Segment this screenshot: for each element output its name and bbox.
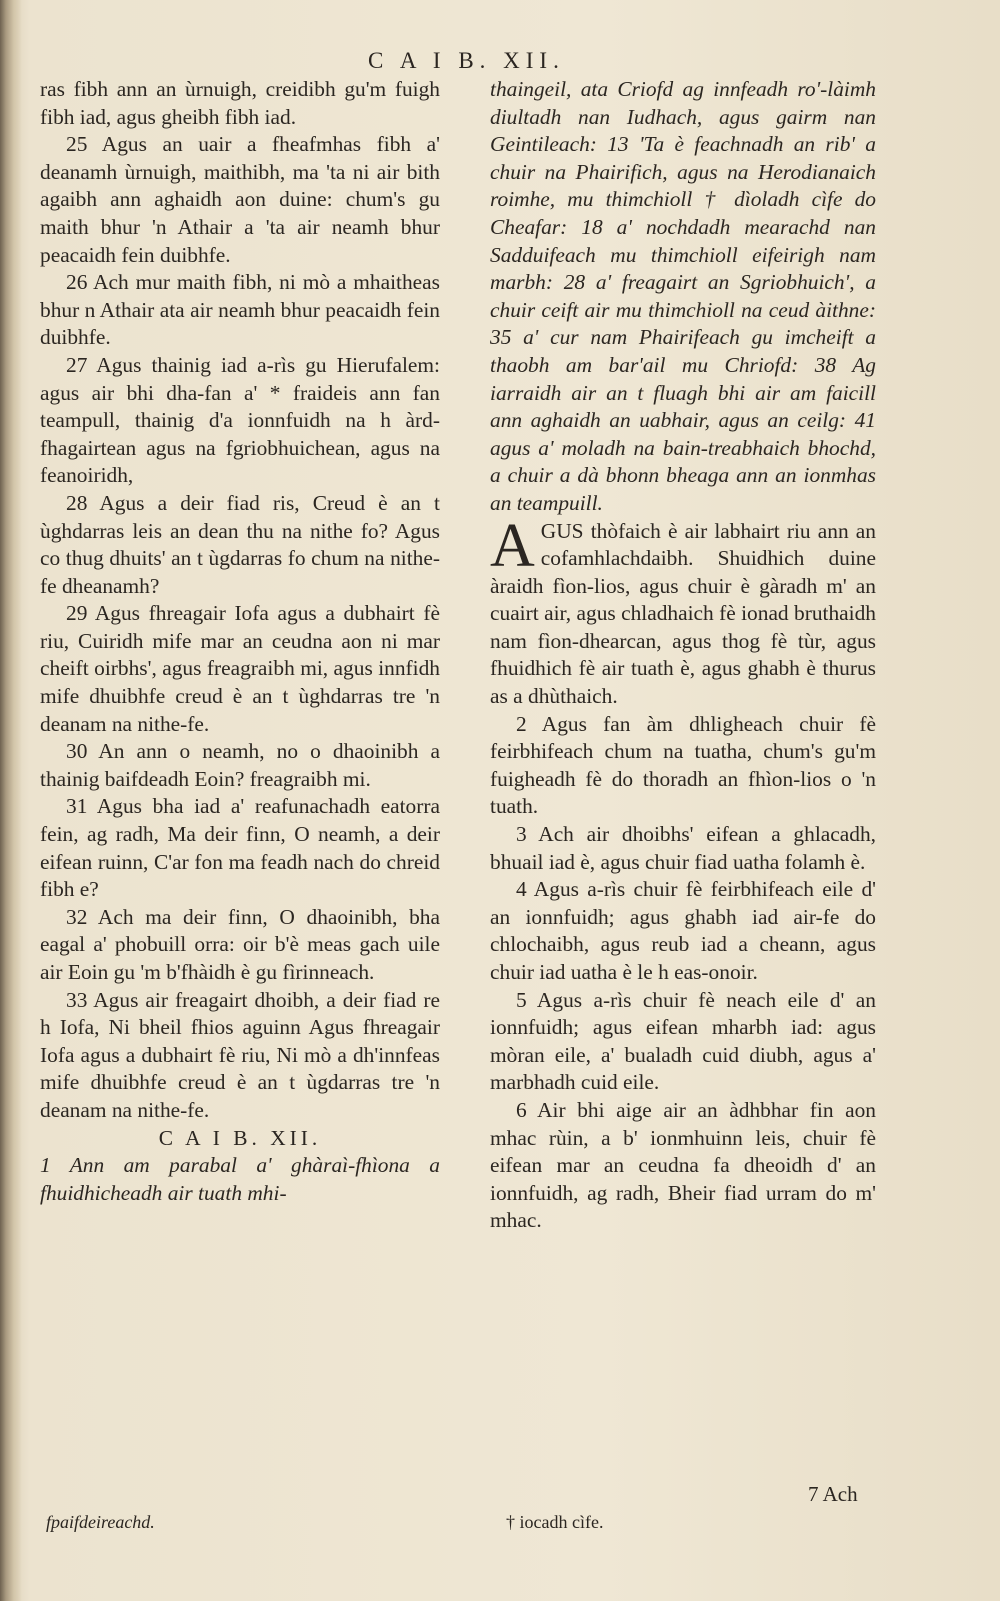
verse-paragraph: 5 Agus a-rìs chuir fè neach eile d' an ionnfuidh; agus eifean mharbh iad: agus mòran eile, a' bualadh cuid diubh, agus a' marbhadh cuid eile. [490, 987, 876, 1095]
verse-paragraph: 31 Agus bha iad a' reafunachadh eatorra fein, ag radh, Ma deir finn, O neamh, a deir eifean ruinn, C'ar fon ma feadh nach do chreid fibh e? [40, 794, 440, 902]
footnote-left: fpaifdeireachd. [46, 1512, 155, 1532]
verse-paragraph: 30 An ann o neamh, no o dhaoinibh a thainig baifdeadh Eoin? freagraibh mi. [40, 739, 440, 791]
verse-paragraph: 28 Agus a deir fiad ris, Creud è an t ùghdarras leis an dean thu na nithe fo? Agus co thug dhuits' an t ùgdarras fo chum na nithe-fe dheanamh? [40, 490, 440, 598]
verse-paragraph: 3 Ach air dhoibhs' eifean a ghlacadh, bhuail iad è, agus chuir fiad uatha folamh è. [490, 822, 876, 874]
chapter-summary-start: 1 Ann am parabal a' ghàraì-fhìona a fhuidhicheadh air tuath mhi- [40, 1153, 440, 1205]
verse-paragraph: 4 Agus a-rìs chuir fè feirbhifeach eile d' an ionnfuidh; agus ghabh iad air-fe do chlochaibh, agus reub iad a cheann, agus chuir iad uatha è le h eas-onoir. [490, 877, 876, 984]
verse-paragraph-first [490, 511, 876, 711]
right-column [490, 76, 876, 1235]
verse-paragraph: ras fibh ann an ùrnuigh, creidibh gu'm fuigh fibh iad, agus gheibh fibh iad. [40, 77, 440, 129]
verse-paragraph: 25 Agus an uair a fheafmhas fibh a' deanamh ùrnuigh, maithibh, ma 'ta ni air bith agaibh ann aghaidh aon duine: chum's gu maith bhur 'n Athair a 'ta air neamh bhur peacaidh fein duibhfe. [40, 132, 440, 267]
footnote-right: † iocadh cìfe. [506, 1512, 604, 1532]
page-gutter [0, 0, 22, 1601]
verse-paragraph: 29 Agus fhreagair Iofa agus a dubhairt fè riu, Cuiridh mife mar an ceudna aon ni mar cheift oirbhs', agus freagraibh mi, agus innfidh mife dhuibhfe creud è an t ùghdarras tre 'n deanam na nithe-fe. [40, 601, 440, 736]
running-header: C A I B. XII. [368, 48, 565, 73]
verse-paragraph: 2 Agus fan àm dhligheach chuir fè feirbhifeach chum na tuatha, chum's gu'm fuigheadh fè do thoradh an fhìon-lios o 'n tuath. [490, 711, 876, 819]
verse-text: GUS thòfaich è air labhairt riu ann an cofamhlachdaibh. Shuidhich duine àraidh fìon-lios, agus chuir è gàradh m' an cuairt air, agus chladhaich fè ionad bruthaidh nam fìon-dhearcan, agus thog fè tùr, agus fhuidhich fè air tuath è, agus ghabh è thurus as a dhùthaich. [490, 518, 876, 709]
chapter-heading: C A I B. XII. [158, 1125, 322, 1150]
drop-capital: A [490, 511, 535, 580]
verse-paragraph: 32 Ach ma deir finn, O dhaoinibh, bha eagal a' phobuill orra: oir b'è meas gach uile air Eoin gu 'm b'fhàidh è gu fìrinneach. [40, 904, 440, 984]
verse-paragraph: 26 Ach mur maith fibh, ni mò a mhaitheas bhur n Athair ata air neamh bhur peacaidh fein duibhfe. [40, 270, 440, 350]
verse-paragraph: 33 Agus air freagairt dhoibh, a deir fiad re h Iofa, Ni bheil fhios aguinn Agus fhreagair Iofa agus a dubhairt fè riu, Ni mò a dh'innfeas mife dhuibhfe creud è an t ùgdarras tre 'n deanam na nithe-fe. [40, 987, 440, 1122]
chapter-summary-continued: thaingeil, ata Criofd ag innfeadh ro'-làimh diultadh nan Iudhach, agus gairm nan Geintileach: 13 'Ta è feachnadh an rib' a chuir na Phairifich, agus na Herodianaich roimhe, mu thimchioll † dìoladh cìfe do Cheafar: 18 a' nochdadh mearachd nan Sadduifeach mu thimchioll eifeirigh nam marbh: 28 a' freagairt an Sgriobhuich', a chuir ceift air mu thimchioll na ceud àithne: 35 a' cur nam Phairifeach gu imcheift a thaobh am bar'ail mu Chriofd: 38 Ag iarraidh air an t fluagh bhi air am faicill ann aghaidh an uabhair, agus an ceilg: 41 agus a' moladh na bain-treabhaich bhochd, a chuir a dà bhonn bheaga ann an ionmhas an teampuill. [490, 77, 876, 515]
verse-paragraph: 6 Air bhi aige air an àdhbhar fin aon mhac rùin, a b' ionmhuinn leis, chuir fè eifean mar an ceudna fa dheoidh d' an ionnfuidh, ag radh, Bheir fiad urram do m' mhac. [490, 1097, 876, 1233]
verse-paragraph: 27 Agus thainig iad a-rìs gu Hierufalem: agus air bhi dha-fan a' * fraideis ann fan teampull, thainig d'a ionnfuidh na h àrd-fhagairtean agus na fgriobhuichean, agus na feanoiridh, [40, 352, 440, 488]
catchword-right: 7 Ach [808, 1482, 858, 1506]
left-column [40, 76, 440, 1207]
